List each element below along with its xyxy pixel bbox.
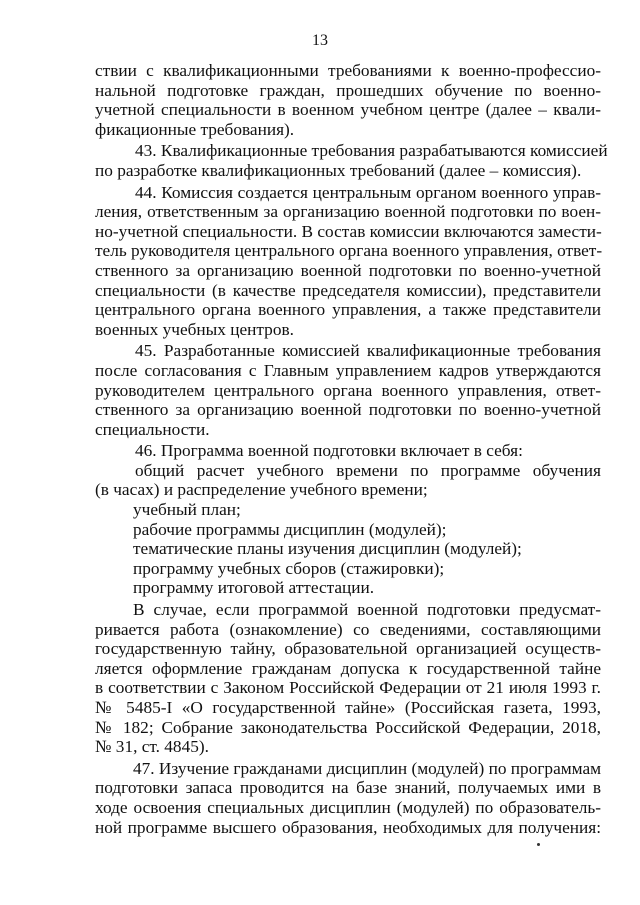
paragraph-44-start: 44. Комиссия создается центральным органом военного управ- xyxy=(135,182,601,202)
paragraph-45-start: 45. Разработанные комиссией квалификационные требования xyxy=(135,341,601,361)
text-line: подготовки запаса проводится на базе знаний, получаемых ими в xyxy=(95,778,601,798)
text-line: (в часах) и распределение учебного времени; xyxy=(95,480,428,500)
text-line: в соответствии с Законом Российской Федерации от 21 июля 1993 г. xyxy=(95,678,601,698)
paragraph-secrecy-start: В случае, если программой военной подготовки предусмат- xyxy=(133,600,601,620)
text-line: учетной специальности в военном учебном центре (далее – квали- xyxy=(95,100,601,120)
text-line: ствии с квалификационными требованиями к военно-профессио- xyxy=(95,61,601,80)
paragraph-47-start: 47. Изучение гражданами дисциплин (модулей) по программам xyxy=(133,758,602,778)
list-item: программу итоговой аттестации. xyxy=(133,578,375,598)
text-line: по разработке квалификационных требований (далее – комиссия). xyxy=(95,160,582,180)
list-item: общий расчет учебного времени по программе обучения xyxy=(135,460,601,480)
list-item: программу учебных сборов (стажировки); xyxy=(133,558,445,578)
text-line: военных учебных центров. xyxy=(95,319,294,339)
text-line: ривается работа (ознакомление) со сведениями, составляющими xyxy=(95,619,601,639)
text-line: № 182; Собрание законодательства Российской Федерации, 2018, xyxy=(95,717,601,737)
list-item: рабочие программы дисциплин (модулей); xyxy=(133,519,447,539)
text-line: № 5485-I «О государственной тайне» (Российская газета, 1993, xyxy=(95,698,601,717)
text-line: нальной подготовке граждан, прошедших обучение по военно- xyxy=(95,80,601,100)
paragraph-46-start: 46. Программа военной подготовки включает в себя: xyxy=(135,441,523,461)
text-line: специальности. xyxy=(95,419,210,439)
text-line: ственного за организацию военной подготовки по военно-учетной xyxy=(95,260,601,280)
text-line: специальности (в качестве председателя комиссии), представители xyxy=(95,280,601,300)
text-line: ляется оформление гражданам допуска к государственной тайне xyxy=(95,658,601,678)
text-line: тель руководителя центрального органа военного управления, ответ- xyxy=(95,241,603,261)
text-line: после согласования с Главным управлением кадров утверждаются xyxy=(95,360,601,380)
text-line: фикационные требования). xyxy=(95,119,295,139)
body-text xyxy=(95,61,608,837)
list-item: учебный план; xyxy=(133,500,241,520)
text-line: ственного за организацию военной подготовки по военно-учетной xyxy=(95,400,601,420)
text-line: но-учетной специальности. В состав комиссии включаются замести- xyxy=(95,221,602,241)
scan-speck xyxy=(537,843,540,846)
text-line: государственную тайну, образовательной организацией осуществ- xyxy=(95,639,601,659)
text-line: центрального органа военного управления, а также представители xyxy=(95,300,601,320)
text-line: № 31, ст. 4845). xyxy=(95,737,209,757)
list-item: тематические планы изучения дисциплин (модулей); xyxy=(133,539,522,559)
text-line: ления, ответственным за организацию военной подготовки по воен- xyxy=(95,202,601,222)
text-line: ходе освоения специальных дисциплин (модулей) по образователь- xyxy=(95,797,601,817)
text-line: ной программе высшего образования, необходимых для получения: xyxy=(95,817,601,837)
paragraph-43-start: 43. Квалификационные требования разрабатываются комиссией xyxy=(135,141,608,161)
page-number: 13 xyxy=(312,32,328,49)
text-line: руководителем центрального органа военного управления, ответ- xyxy=(95,380,601,400)
